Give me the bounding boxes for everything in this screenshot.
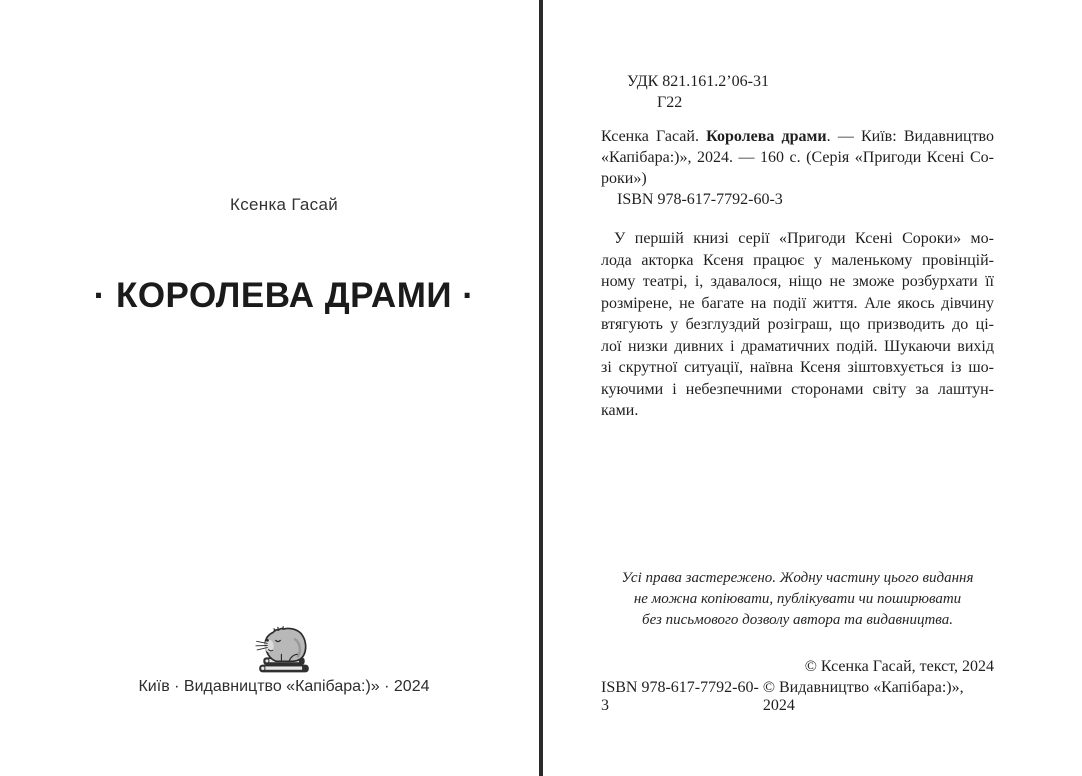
annotation-paragraph — [601, 228, 994, 422]
annotation-line: ками. — [601, 402, 639, 419]
annotation-line: лода акторка Ксеня працює у маленькому провінцій- — [601, 251, 994, 269]
annotation-line: розмірене, не багате на події життя. Але якось дівчину — [601, 294, 994, 312]
annotation-line: втягують у безглуздий розіграш, що призводить до ці- — [601, 316, 994, 333]
publisher-logo — [29, 618, 539, 679]
biblio-author: Ксенка Гасай. — [601, 128, 707, 145]
annotation-line: У першій книзі серії «Пригоди Ксені Сороки» мо- — [614, 230, 994, 247]
annotation-line: куючими і небезпечними сторонами світу за лаштун- — [601, 380, 994, 398]
bottom-row — [601, 679, 994, 715]
copyright-publisher: © Видавництво «Капібара:)», 2024 — [762, 679, 964, 714]
book-title: · КОРОЛЕВА ДРАМИ · — [93, 276, 475, 315]
biblio-line: «Капібара:)», 2024. — 160 с. (Серія «Пригоди Ксені Со- — [601, 149, 994, 166]
title-page — [29, 0, 539, 776]
capybara — [256, 627, 306, 662]
copyright-page — [601, 0, 994, 776]
biblio-line: роки») — [601, 170, 647, 187]
annotation-line: ному театрі, і, здавалося, ніщо не зможе розбурхати її — [601, 273, 994, 290]
biblio-line — [601, 126, 994, 147]
rights-notice — [601, 568, 994, 631]
author-sign-code: Г22 — [657, 94, 683, 111]
isbn-number-bottom: ISBN 978-617-7792-60-3 — [601, 679, 759, 714]
page-divider — [539, 0, 543, 776]
imprint-line: Київ · Видавництво «Капібара:)» · 2024 — [138, 678, 430, 695]
biblio-title: Королева драми — [706, 128, 827, 145]
annotation-line: лої низки дивних і драматичних подій. Шукаючи вихід — [601, 337, 994, 355]
author-name: Ксенка Гасай — [230, 195, 338, 214]
capybara-logo-icon — [253, 618, 315, 674]
rights-line: Усі права застережено. Жодну частину цього видання — [621, 570, 974, 586]
rights-line: без письмового дозволу автора та видавництва. — [642, 612, 953, 628]
copyright-author: © Ксенка Гасай, текст, 2024 — [804, 658, 994, 675]
annotation-line: зі скрутної ситуації, наївна Ксеня зіштовхується із шо- — [601, 359, 994, 376]
biblio-publisher: . — Київ: Видавництво — [826, 128, 995, 145]
isbn-number: ISBN 978-617-7792-60-3 — [617, 191, 783, 208]
udc-code: УДК 821.161.2’06-31 — [627, 73, 769, 90]
rights-line: не можна копіювати, публікувати чи поширювати — [633, 591, 962, 607]
udc-block — [627, 71, 769, 113]
bibliographic-record — [601, 126, 994, 189]
